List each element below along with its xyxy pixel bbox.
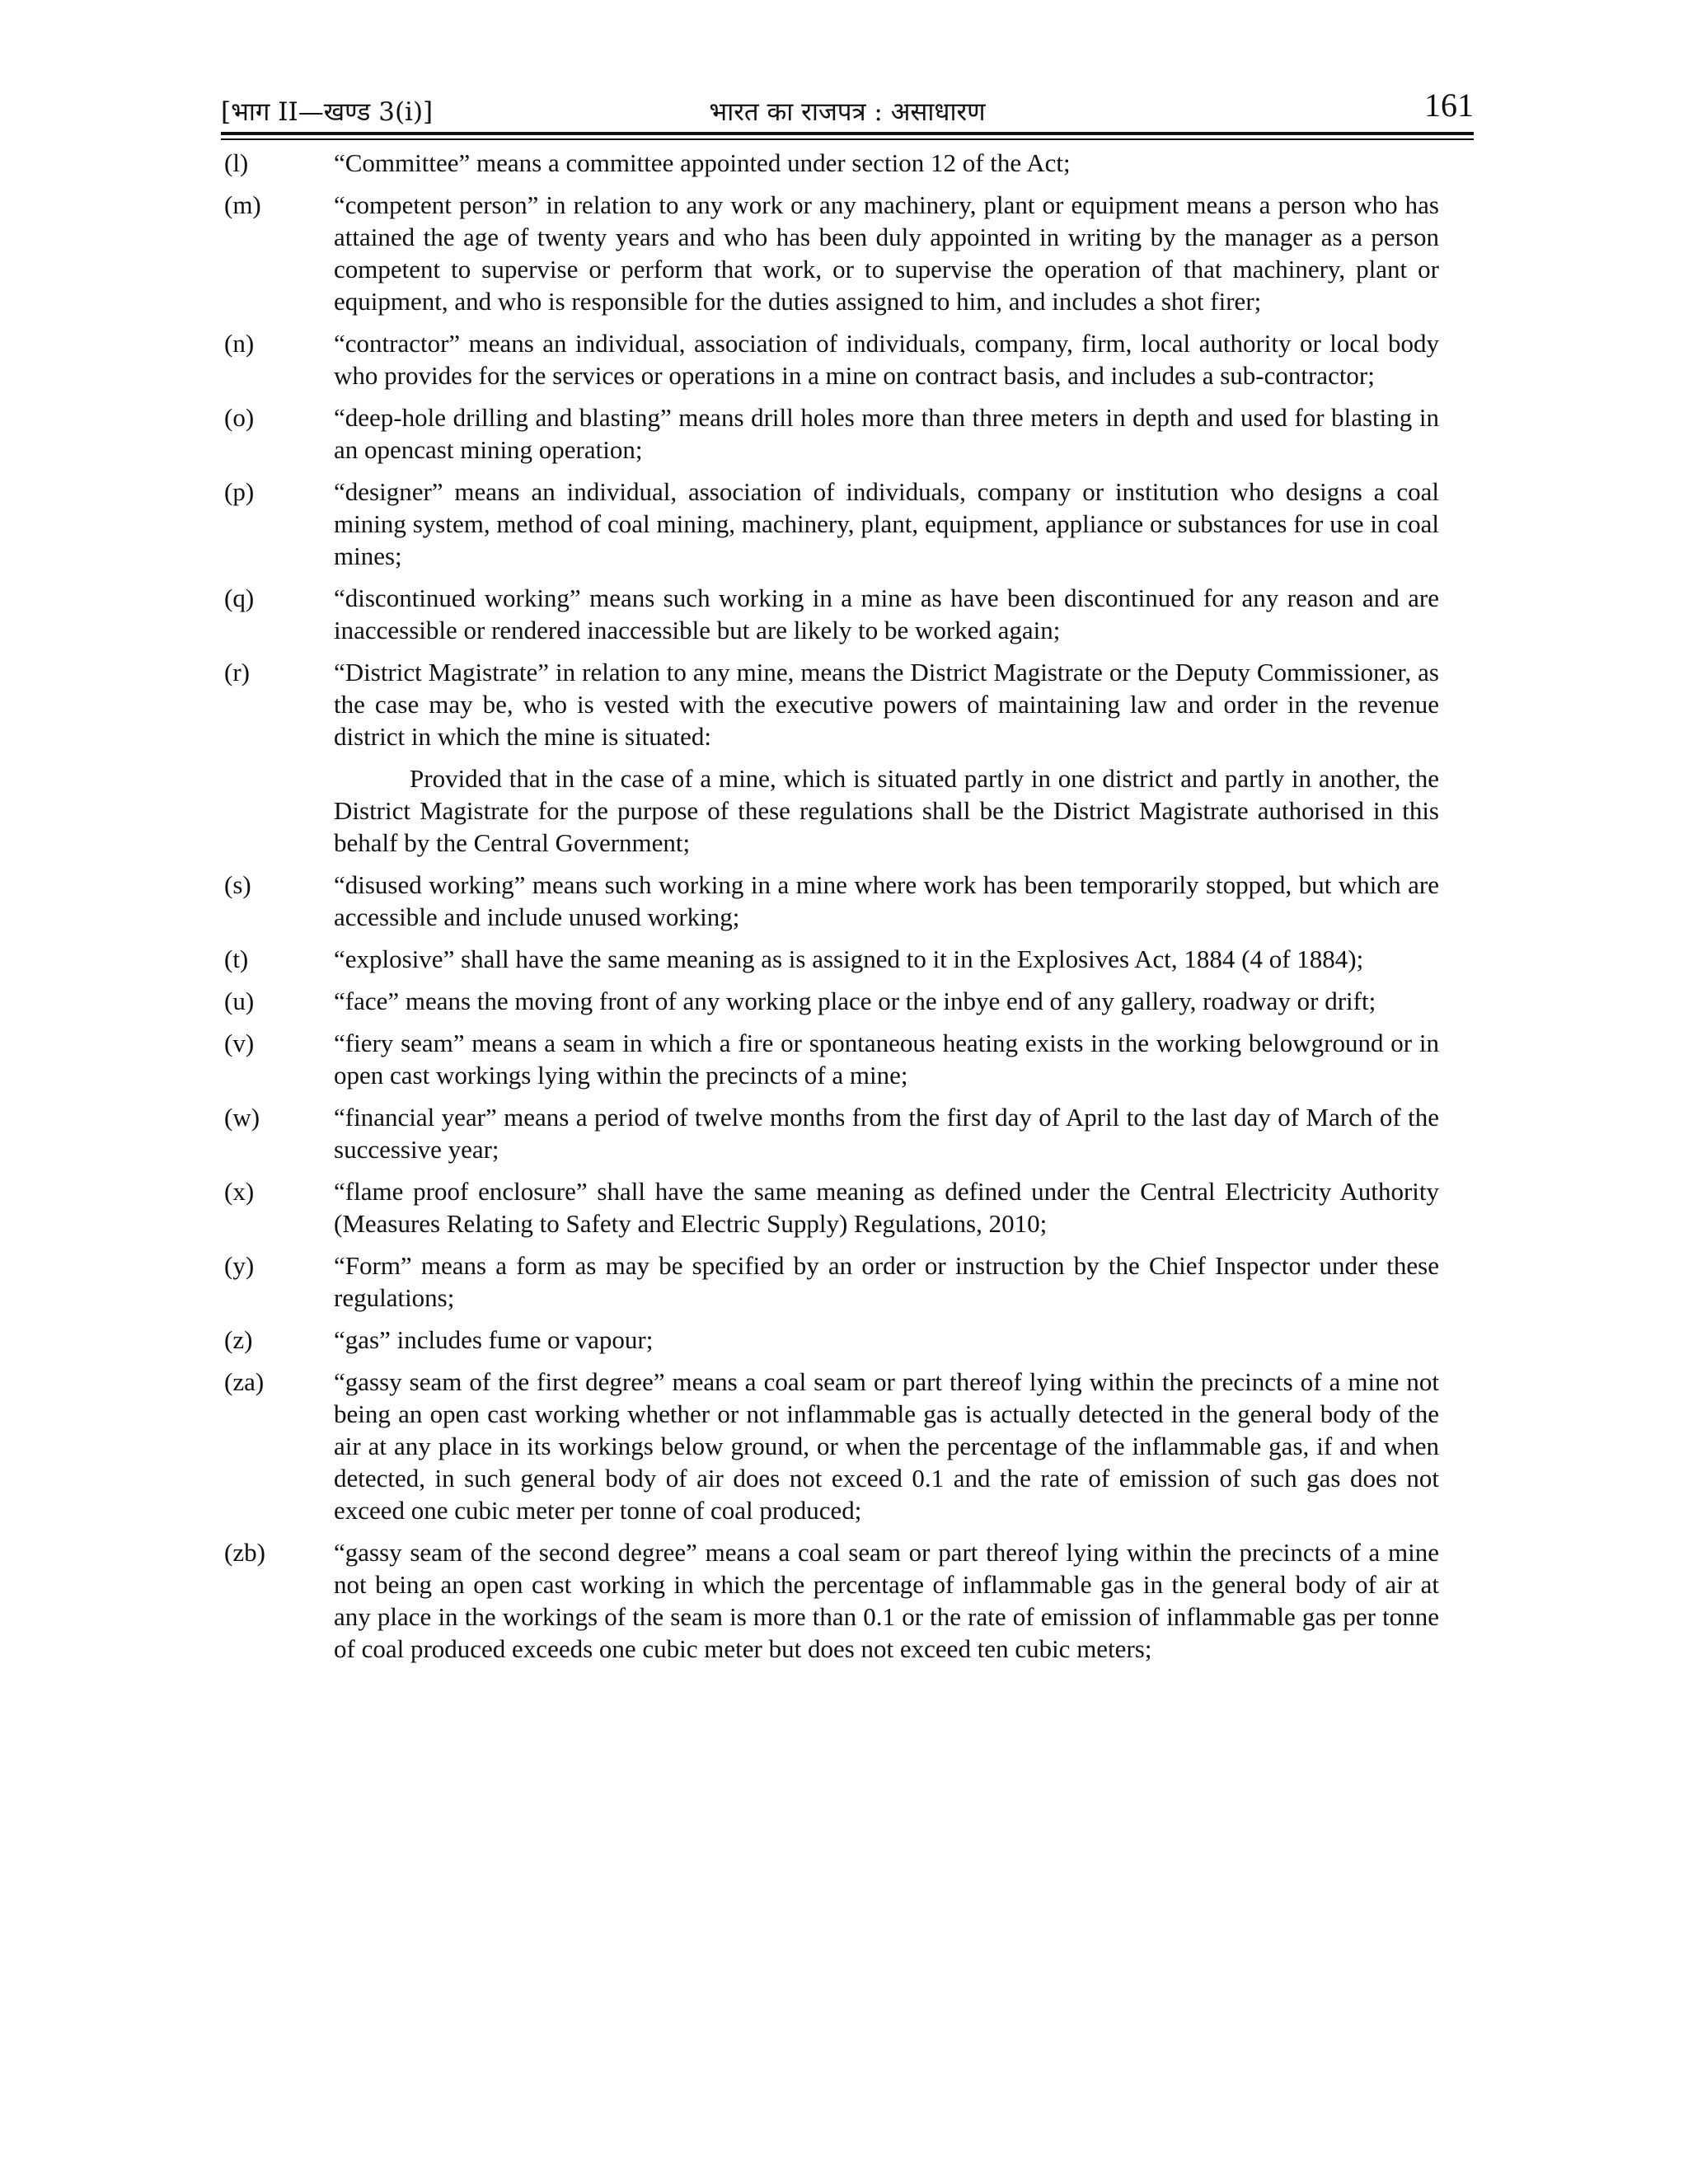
clause-text: “designer” means an individual, association of individuals, company or institution who designs a coal mining system, method of coal mining, machinery, plant, equipment, appliance or substances for use in coal mines;	[334, 477, 1439, 570]
clause-label: (o)	[224, 403, 255, 432]
clause-label: (zb)	[224, 1538, 265, 1567]
clause-y	[224, 1249, 1439, 1314]
clause-label: (s)	[224, 870, 251, 899]
clause-r	[224, 656, 1439, 752]
proviso-r: Provided that in the case of a mine, which is situated partly in one district and partly in another, the District Magistrate for the purpose of these regulations shall be the District Magistrate authorised in this behalf by the Central Government;	[334, 764, 1439, 857]
clause-text: “disused working” means such working in a mine where work has been temporarily stopped, but which are accessible and include unused working;	[334, 870, 1439, 931]
header-part-section: [भाग II—खण्ड 3(i)]	[221, 97, 434, 127]
clause-q	[224, 582, 1439, 646]
clause-m	[224, 189, 1439, 317]
clause-x	[224, 1175, 1439, 1240]
clause-l	[224, 147, 1439, 179]
clause-v	[224, 1027, 1439, 1091]
clause-label: (x)	[224, 1177, 255, 1206]
clause-label: (u)	[224, 987, 255, 1015]
clause-u	[224, 985, 1439, 1017]
clause-text: “financial year” means a period of twelve months from the first day of April to the last day of March of the successive year;	[334, 1103, 1439, 1164]
clause-p	[224, 476, 1439, 572]
clause-label: (za)	[224, 1367, 265, 1396]
clause-za	[224, 1366, 1439, 1526]
clause-text: “gas” includes fume or vapour;	[334, 1325, 654, 1354]
clause-label: (y)	[224, 1251, 255, 1280]
clause-n	[224, 327, 1439, 391]
clause-text: “competent person” in relation to any work or any machinery, plant or equipment means a person who has attained the age of twenty years and who has been duly appointed in writing by the manager as a person competent to supervise or perform that work, or to supervise the operation of that machinery, plant or equipment, and who is responsible for the duties assigned to him, and includes a shot firer;	[334, 190, 1439, 316]
clause-text: “deep-hole drilling and blasting” means drill holes more than three meters in depth and used for blasting in an opencast mining operation;	[334, 403, 1439, 464]
clause-w	[224, 1101, 1439, 1165]
clause-label: (t)	[224, 944, 249, 973]
clause-text: “gassy seam of the second degree” means a coal seam or part thereof lying within the precincts of a mine not being an open cast working in which the percentage of inflammable gas in the general body of air at any place in the workings of the seam is more than 0.1 or the rate of emission of inflammable gas per tonne of coal produced exceeds one cubic meter but does not exceed ten cubic meters;	[334, 1538, 1439, 1663]
clause-text: “District Magistrate” in relation to any mine, means the District Magistrate or the Deputy Commissioner, as the case may be, who is vested with the executive powers of maintaining law and order in the revenue district in which the mine is situated:	[334, 658, 1439, 751]
clause-label: (w)	[224, 1103, 260, 1132]
clause-text: “face” means the moving front of any working place or the inbye end of any gallery, roadway or drift;	[334, 987, 1376, 1015]
clause-t	[224, 943, 1439, 975]
clause-text: “discontinued working” means such working in a mine as have been discontinued for any reason and are inaccessible or rendered inaccessible but are likely to be worked again;	[334, 583, 1439, 644]
clause-label: (m)	[224, 190, 261, 219]
clause-label: (p)	[224, 477, 255, 506]
clause-s	[224, 869, 1439, 933]
page-header	[221, 89, 1474, 130]
definitions-list	[224, 147, 1439, 1675]
clause-text: “contractor” means an individual, association of individuals, company, firm, local authority or local body who provides for the services or operations in a mine on contract basis, and includes a sub-contractor;	[334, 329, 1439, 390]
clause-label: (r)	[224, 658, 250, 687]
clause-label: (v)	[224, 1029, 255, 1057]
clause-text: “Form” means a form as may be specified by an order or instruction by the Chief Inspector under these regulations;	[334, 1251, 1439, 1312]
clause-text: “flame proof enclosure” shall have the same meaning as defined under the Central Electricity Authority (Measures Relating to Safety and Electric Supply) Regulations, 2010;	[334, 1177, 1439, 1238]
clause-label: (q)	[224, 583, 255, 612]
header-rule-thin	[221, 138, 1474, 140]
clause-text: “Committee” means a committee appointed under section 12 of the Act;	[334, 148, 1071, 177]
clause-o	[224, 401, 1439, 466]
clause-text: “gassy seam of the first degree” means a coal seam or part thereof lying within the precincts of a mine not being an open cast working whether or not inflammable gas is actually detected in the general body of the air at any place in its workings below ground, or when the percentage of the inflammable gas, if and when detected, in such general body of air does not exceed 0.1 and the rate of emission of such gas does not exceed one cubic meter per tonne of coal produced;	[334, 1367, 1439, 1525]
clause-label: (n)	[224, 329, 255, 358]
header-gazette-title: भारत का राजपत्र : असाधारण	[709, 97, 986, 127]
clause-label: (l)	[224, 148, 249, 177]
clause-label: (z)	[224, 1325, 253, 1354]
clause-zb	[224, 1536, 1439, 1665]
header-rule-thick	[221, 132, 1474, 135]
clause-text: “fiery seam” means a seam in which a fire or spontaneous heating exists in the working belowground or in open cast workings lying within the precincts of a mine;	[334, 1029, 1439, 1090]
clause-z	[224, 1324, 1439, 1356]
clause-text: “explosive” shall have the same meaning as is assigned to it in the Explosives Act, 1884 (4 of 1884);	[334, 944, 1364, 973]
page-number: 161	[1424, 87, 1474, 124]
